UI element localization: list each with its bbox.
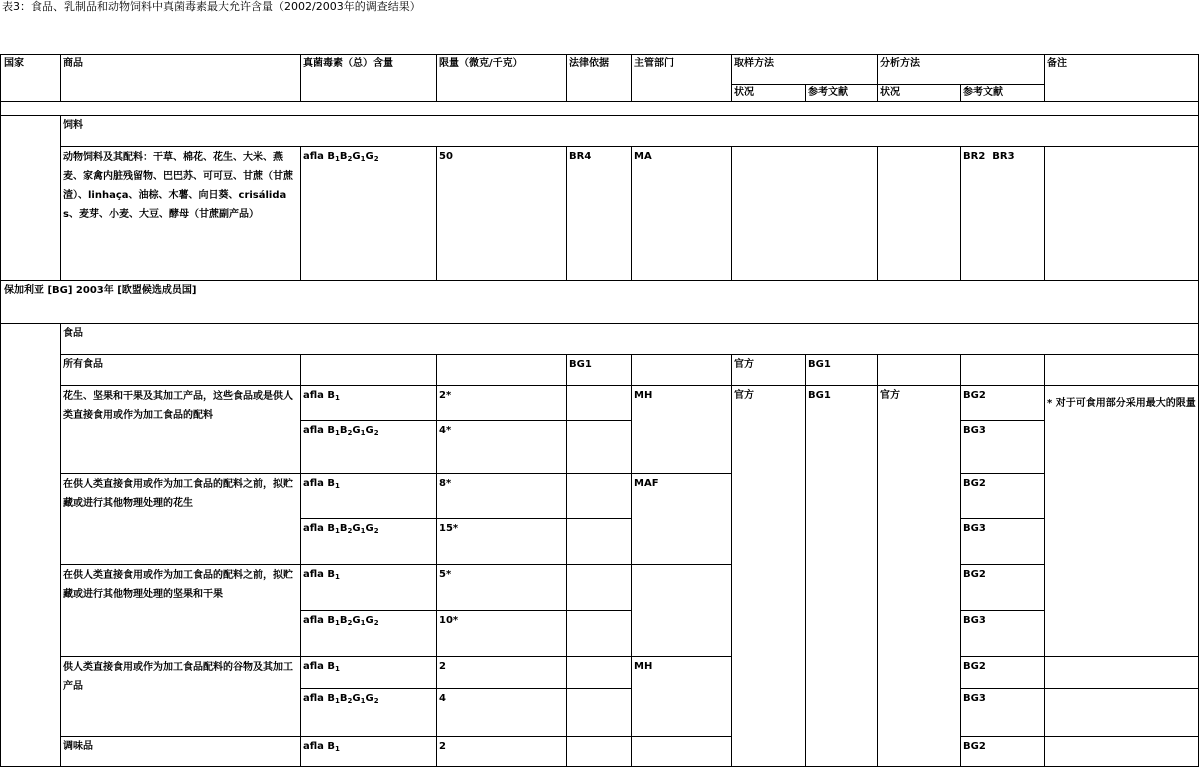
- analysis-status: 官方: [880, 390, 900, 401]
- group-3-toxin-b1: afla $B_1$: [303, 569, 340, 581]
- group-2-commodity: 在供人类直接食用或作为加工食品的配料之前，拟贮藏或进行其他物理处理的花生: [63, 479, 293, 509]
- group-1-toxin-all: afla $B_1B_2G_1G_2$: [303, 425, 379, 437]
- country-bulgaria: 保加利亚 [BG] 2003年 [欧盟候选成员国]: [4, 285, 197, 296]
- header-sampling: 取样方法: [734, 58, 774, 69]
- group-3-limit-b1: 5*: [439, 569, 452, 580]
- authority-mh: MH: [634, 390, 653, 401]
- group-3-ref-b1: BG2: [963, 569, 986, 580]
- feed-toxin: afla $B_1B_2G_1G_2$: [303, 151, 379, 163]
- group-4-limit-all: 4: [439, 693, 446, 704]
- header-commodity: 商品: [63, 58, 83, 69]
- all-food-sampling-status: 官方: [734, 359, 754, 370]
- header-limit: 限量（微克/千克）: [439, 58, 523, 69]
- spices-ref-b1: BG2: [963, 741, 986, 752]
- group-1-limit-b1: 2*: [439, 390, 452, 401]
- header-sampling-status: 状况: [734, 87, 754, 98]
- header-country: 国家: [4, 58, 24, 69]
- group-4-toxin-b1: afla $B_1$: [303, 661, 340, 673]
- header-sampling-reference: 参考文献: [808, 87, 848, 98]
- feed-analysis-reference: BR2 BR3: [963, 151, 1015, 162]
- group-4-ref-b1: BG2: [963, 661, 986, 672]
- group-2-ref-b1: BG2: [963, 478, 986, 489]
- group-3-ref-all: BG3: [963, 615, 986, 626]
- group-4-toxin-all: afla $B_1B_2G_1G_2$: [303, 693, 379, 705]
- authority-mh-cereals: MH: [634, 661, 653, 672]
- header-analysis-status: 状况: [880, 87, 900, 98]
- food-category: 食品: [63, 328, 83, 339]
- feed-authority: MA: [634, 151, 652, 162]
- group-2-ref-all: BG3: [963, 523, 986, 534]
- spices-limit-b1: 2: [439, 741, 446, 752]
- sampling-reference: BG1: [808, 390, 831, 401]
- spices-commodity: 调味品: [63, 741, 93, 752]
- group-1-ref-all: BG3: [963, 425, 986, 436]
- group-4-limit-b1: 2: [439, 661, 446, 672]
- spices-toxin-b1: afla $B_1$: [303, 741, 340, 753]
- group-2-limit-all: 15*: [439, 523, 459, 534]
- header-legal-basis: 法律依据: [569, 58, 609, 69]
- group-4-ref-all: BG3: [963, 693, 986, 704]
- feed-legal-basis: BR4: [569, 151, 592, 162]
- group-2-toxin-b1: afla $B_1$: [303, 478, 340, 490]
- feed-commodity: 动物饲料及其配料：干草、棉花、花生、大米、燕麦、家禽内脏残留物、巴巴苏、可可豆、甘蔗（甘蔗渣）、linhaça、油棕、木薯、向日葵、crisálidas、麦芽、小麦、大豆、酵母（甘蔗副产品）: [63, 152, 293, 220]
- all-food-legal-basis: BG1: [569, 359, 592, 370]
- table-caption: 表3：食品、乳制品和动物饲料中真菌毒素最大允许含量（2002/2003年的调查结果）: [2, 0, 421, 13]
- group-1-ref-b1: BG2: [963, 390, 986, 401]
- header-analysis-reference: 参考文献: [963, 87, 1003, 98]
- header-authority: 主管部门: [634, 58, 674, 69]
- group-1-toxin-b1: afla $B_1$: [303, 390, 340, 402]
- feed-limit: 50: [439, 151, 453, 162]
- all-food-commodity: 所有食品: [63, 359, 103, 370]
- group-4-commodity: 供人类直接食用或作为加工食品配料的谷物及其加工产品: [63, 662, 293, 692]
- all-food-sampling-reference: BG1: [808, 359, 831, 370]
- header-analysis: 分析方法: [880, 58, 920, 69]
- header-mycotoxin: 真菌毒素（总）含量: [303, 58, 393, 69]
- group-3-limit-all: 10*: [439, 615, 459, 626]
- group-2-toxin-all: afla $B_1B_2G_1G_2$: [303, 523, 379, 535]
- group-1-commodity: 花生、坚果和干果及其加工产品，这些食品或是供人类直接食用或作为加工食品的配料: [63, 391, 293, 421]
- sampling-status: 官方: [734, 390, 754, 401]
- header-remarks: 备注: [1047, 58, 1067, 69]
- authority-maf: MAF: [634, 478, 659, 489]
- group-2-limit-b1: 8*: [439, 478, 452, 489]
- remarks-note: * 对于可食用部分采用最大的限量: [1047, 398, 1196, 409]
- feed-category: 饲料: [63, 120, 83, 131]
- group-3-toxin-all: afla $B_1B_2G_1G_2$: [303, 615, 379, 627]
- group-3-commodity: 在供人类直接食用或作为加工食品的配料之前，拟贮藏或进行其他物理处理的坚果和干果: [63, 570, 293, 600]
- group-1-limit-all: 4*: [439, 425, 452, 436]
